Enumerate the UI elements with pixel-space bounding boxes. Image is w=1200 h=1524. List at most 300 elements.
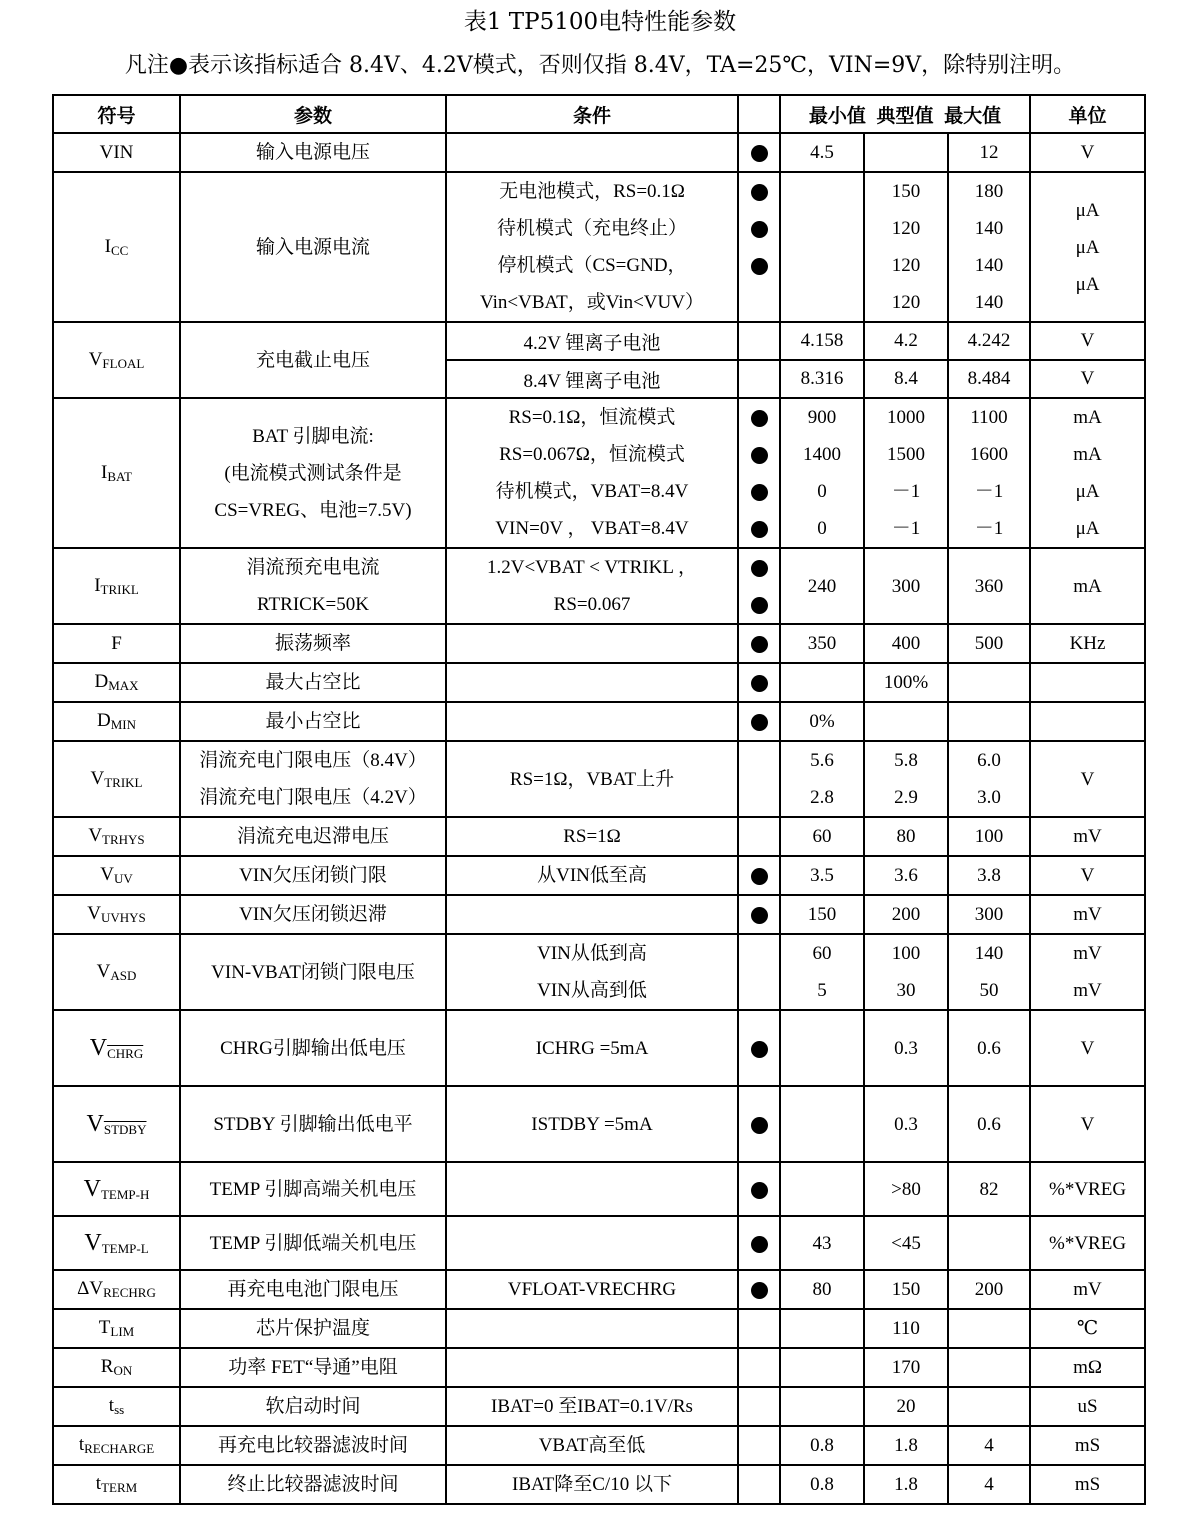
unit-cell-line: V [1080,142,1095,163]
symbol-cell [53,741,180,817]
table-row [53,702,1145,741]
max-cell-line: 4 [984,1474,994,1495]
condition-cell-line: IBAT=0 至IBAT=0.1V/Rs [491,1396,693,1417]
unit-cell [1030,1216,1145,1270]
condition-cell-line: ISTDBY =5mA [531,1113,653,1135]
typ-cell-line: 1000 [887,407,925,428]
min-cell-line: 5 [817,980,827,1001]
condition-cell-line: 待机模式（充电终止） [496,218,687,239]
typ-cell [864,398,948,548]
unit-cell-line: %*VREG [1049,1232,1127,1254]
typ-cell-line: 0.3 [894,1037,918,1059]
table-note: 凡注●表示该指标适合 8.4V、4.2V模式，否则仅指 8.4V，TA=25℃，VIN=9V，除特别注明。 [124,53,1076,78]
min-cell [780,1465,864,1504]
param-cell-line: 最小占空比 [265,711,361,732]
typ-cell-line: >80 [891,1178,921,1200]
max-cell: 8.484 [948,360,1030,398]
param-cell-line: STDBY 引脚输出低电平 [213,1113,413,1135]
table-row [53,172,1145,322]
symbol-subscript: TRIKL [104,774,143,790]
condition-cell [446,172,738,322]
max-cell-line: 140 [974,292,1004,313]
unit-cell [1030,1426,1145,1465]
max-cell [948,1270,1030,1309]
param-cell [180,702,446,741]
table-row [53,1086,1145,1162]
symbol-main: V [87,903,101,924]
param-cell [180,172,446,322]
typ-cell [864,663,948,702]
max-cell [948,1387,1030,1426]
param-cell-line: TEMP 引脚低端关机电压 [209,1232,417,1254]
max-cell [948,1162,1030,1216]
symbol-cell [53,1010,180,1086]
param-cell-line: 振荡频率 [274,633,351,654]
typ-cell-line: 2.9 [894,787,918,808]
typ-cell-line: 120 [891,255,921,276]
bullet-dot [751,521,768,538]
bullet-dot [751,636,768,653]
unit-cell-line: mV [1073,904,1102,925]
dot-cell [738,172,780,322]
typ-cell [864,1270,948,1309]
param-cell-line: 芯片保护温度 [255,1318,370,1339]
dot-cell [738,322,780,360]
condition-cell [446,1270,738,1309]
min-cell [780,1216,864,1270]
header-max: 最大值 [944,104,1002,127]
max-cell [948,817,1030,856]
condition-cell [446,817,738,856]
symbol-main: V [84,1229,102,1256]
typ-cell-line: 1.8 [894,1474,918,1495]
condition-cell-line: VFLOAT-VRECHRG [507,1279,677,1300]
table-row [53,1270,1145,1309]
max-cell: 4.242 [948,322,1030,360]
min-cell [780,172,864,322]
typ-cell [864,741,948,817]
typ-cell-line: 30 [896,980,916,1001]
bullet-dot [751,145,768,162]
condition-cell-line: 1.2V<VBAT < VTRIKL ， [486,557,698,578]
param-cell-line: VIN欠压闭锁门限 [239,865,387,886]
typ-cell [864,624,948,663]
max-cell-line: 1100 [970,407,1008,428]
table-row [53,741,1145,817]
symbol-cell [53,1086,180,1162]
symbol-cell [53,172,180,322]
typ-cell [864,1348,948,1387]
table-row [53,895,1145,934]
min-cell [780,624,864,663]
unit-cell-line: V [1080,1037,1095,1059]
param-cell [180,1162,446,1216]
symbol-cell [53,934,180,1010]
param-cell [180,663,446,702]
condition-cell-line: VBAT高至低 [538,1435,646,1456]
symbol-subscript: MIN [110,717,136,732]
bullet-dot [751,1041,768,1058]
typ-cell-line: 300 [891,575,921,597]
symbol-main: VIN [99,141,134,163]
symbol-subscript: UV [113,871,133,886]
symbol-main: V [88,348,103,370]
symbol-cell [53,856,180,895]
header-dot [738,95,780,133]
symbol-main: V [83,1175,101,1202]
bullet-dot [751,714,768,731]
typ-cell-line: 5.8 [894,750,918,771]
dot-cell [738,702,780,741]
min-cell [780,663,864,702]
condition-cell-line: IBAT降至C/10 以下 [512,1474,672,1495]
typ-cell-line: －1 [891,481,921,502]
unit-cell-line: mA [1073,407,1102,428]
min-cell-line: 150 [807,904,837,925]
typ-cell-line: 20 [896,1396,916,1417]
unit-cell-line: mS [1074,1435,1101,1456]
unit-cell [1030,133,1145,172]
dot-cell [738,1216,780,1270]
param-cell-line: BAT 引脚电流: [252,425,374,447]
dot-cell [738,663,780,702]
symbol-main: t [95,1473,102,1494]
bullet-dot [751,184,768,201]
dot-cell [738,1465,780,1504]
unit-cell [1030,624,1145,663]
param-cell-line: 涓流充电门限电压（4.2V） [199,787,427,808]
max-cell [948,856,1030,895]
min-cell [780,1162,864,1216]
min-cell [780,1309,864,1348]
symbol-subscript: CC [110,242,129,258]
symbol-cell [53,895,180,934]
min-cell-line: 900 [807,407,837,428]
symbol-cell [53,1162,180,1216]
unit-cell [1030,1309,1145,1348]
symbol-main: ΔV [77,1278,104,1299]
max-cell [948,1010,1030,1086]
typ-cell-line: 110 [892,1318,920,1339]
typ-cell-line: 80 [896,826,916,847]
header-row [53,95,1145,133]
unit-cell-line: mA [1073,575,1102,597]
max-cell-line: 0.6 [977,1113,1001,1135]
condition-cell-line: RS=0.067Ω，恒流模式 [499,444,685,465]
symbol-cell [53,398,180,548]
param-cell-line: 功率 FET“导通”电阻 [228,1357,398,1378]
max-cell-line: 180 [974,181,1004,202]
condition-cell-line: 待机模式，VBAT=8.4V [495,481,689,502]
min-cell-line: 0% [809,711,835,732]
bullet-dot [751,258,768,275]
condition-cell [446,548,738,624]
symbol-cell [53,1309,180,1348]
symbol-main: I [94,574,101,596]
min-cell-line: 0 [817,481,827,502]
min-cell [780,133,864,172]
param-cell [180,856,446,895]
min-cell-line: 1400 [803,444,841,465]
typ-cell [864,1426,948,1465]
symbol-cell [53,1270,180,1309]
symbol-main: I [104,235,111,257]
typ-cell [864,934,948,1010]
table-title: 表1 TP5100电特性能参数 [463,9,737,35]
bullet-dot [751,447,768,464]
dot-cell [738,817,780,856]
unit-cell [1030,1387,1145,1426]
symbol-main: V [96,960,111,982]
condition-cell [446,624,738,663]
min-cell-line: 0.8 [810,1474,834,1495]
param-cell [180,1309,446,1348]
param-cell-line: 再充电电池门限电压 [227,1279,399,1300]
param-cell [180,133,446,172]
min-cell [780,1387,864,1426]
condition-cell-line: RS=1Ω [563,826,621,847]
unit-cell [1030,895,1145,934]
symbol-cell [53,1216,180,1270]
unit-cell-line: mV [1073,980,1102,1001]
param-cell [180,624,446,663]
max-cell [948,663,1030,702]
condition-cell [446,895,738,934]
typ-cell-line: 3.6 [894,865,918,886]
symbol-cell [53,624,180,663]
min-cell [780,398,864,548]
bullet-dot [751,1117,768,1134]
min-cell-line: 350 [807,633,837,654]
min-cell [780,1086,864,1162]
typ-cell [864,1010,948,1086]
min-cell-line: 2.8 [810,787,834,808]
param-cell-line: CHRG引脚输出低电压 [220,1037,406,1059]
typ-cell [864,1465,948,1504]
unit-cell-line: uS [1077,1396,1098,1417]
condition-cell [446,1387,738,1426]
unit-cell [1030,1010,1145,1086]
condition-cell [446,1348,738,1387]
symbol-subscript: TRHYS [102,832,145,847]
bullet-dot [751,221,768,238]
bullet-dot [751,484,768,501]
typ-cell-line: 400 [891,633,921,654]
typ-cell-line: 100 [891,943,921,964]
symbol-main: V [90,767,105,789]
condition-cell [446,1086,738,1162]
table-row [53,1348,1145,1387]
dot-cell [738,1086,780,1162]
param-cell-line: VIN-VBAT闭锁门限电压 [211,961,415,983]
param-cell-line: VIN欠压闭锁迟滞 [239,904,387,925]
typ-cell-line: 150 [891,181,921,202]
unit-cell [1030,817,1145,856]
dot-cell [738,360,780,398]
symbol-main: V [100,864,114,885]
max-cell [948,548,1030,624]
unit-cell-line: mA [1073,444,1102,465]
min-cell [780,741,864,817]
condition-cell [446,741,738,817]
condition-cell [446,1309,738,1348]
dot-cell [738,133,780,172]
condition-cell [446,1216,738,1270]
table-row [53,548,1145,624]
typ-cell [864,172,948,322]
table-row [53,856,1145,895]
bullet-dot [751,675,768,692]
symbol-subscript: TEMP-H [100,1186,150,1202]
condition-cell-line: RS=0.067 [553,594,631,615]
max-cell-line: －1 [974,518,1004,539]
dot-cell [738,548,780,624]
param-cell-line: 涓流充电迟滞电压 [236,826,389,847]
condition-cell-line: 从VIN低至高 [537,865,647,886]
symbol-cell [53,663,180,702]
symbol-main: V [86,1110,104,1137]
param-cell [180,1426,446,1465]
max-cell-line: 100 [974,826,1004,847]
typ-cell [864,1309,948,1348]
table-row [53,1309,1145,1348]
param-cell-line: 终止比较器滤波时间 [227,1474,399,1495]
unit-cell [1030,398,1145,548]
unit-cell-line: μA [1075,481,1100,502]
unit-cell-line: V [1080,768,1095,790]
symbol-subscript: BAT [107,468,132,484]
symbol-main: t [108,1395,115,1416]
unit-cell-line: KHz [1069,633,1106,654]
symbol-cell [53,817,180,856]
min-cell-line: 0 [817,518,827,539]
max-cell [948,1086,1030,1162]
condition-cell: 8.4V 锂离子电池 [446,360,738,398]
param-cell [180,1086,446,1162]
header-typ: 典型值 [876,104,934,127]
typ-cell [864,856,948,895]
param-cell-line: TEMP 引脚高端关机电压 [209,1178,417,1200]
bullet-dot [751,1182,768,1199]
param-cell [180,1216,446,1270]
header-min: 最小值 [808,104,866,127]
max-cell [948,172,1030,322]
param-cell-line: CS=VREG、电池=7.5V) [214,499,412,521]
dot-cell [738,1387,780,1426]
param-cell [180,934,446,1010]
typ-cell-line: 100% [883,672,929,693]
table-row [53,1216,1145,1270]
max-cell [948,1465,1030,1504]
param-cell-line: 输入电源电流 [255,236,370,258]
symbol-cell [53,1348,180,1387]
param-cell [180,1270,446,1309]
symbol-cell [53,1426,180,1465]
min-cell: 8.316 [780,360,864,398]
condition-cell [446,663,738,702]
symbol-subscript: ss [114,1402,125,1417]
param-cell [180,1010,446,1086]
bullet-dot [751,560,768,577]
typ-cell-line: 150 [891,1279,921,1300]
typ-cell [864,1086,948,1162]
header-symbol: 符号 [53,95,180,133]
unit-cell [1030,548,1145,624]
max-cell [948,133,1030,172]
unit-cell [1030,172,1145,322]
min-cell [780,934,864,1010]
max-cell [948,702,1030,741]
header-values [780,95,1030,133]
typ-cell [864,1387,948,1426]
symbol-subscript: TRIKL [100,581,139,597]
param-cell-line: 涓流充电门限电压（8.4V） [199,750,427,771]
param-cell [180,1348,446,1387]
param-cell-line: RTRICK=50K [257,594,369,615]
bullet-dot [751,1282,768,1299]
symbol-main: D [96,710,111,731]
table-row [53,133,1145,172]
dot-cell [738,1270,780,1309]
typ-cell-line: 200 [891,904,921,925]
typ-cell [864,895,948,934]
condition-cell-line: VIN从高到低 [537,980,647,1001]
param-cell-line: 充电截止电压 [255,349,370,371]
symbol-main: T [98,1317,111,1338]
param-cell-line: 最大占空比 [265,672,361,693]
max-cell-line: 1600 [970,444,1009,465]
min-cell-line: 80 [812,1279,832,1300]
symbol-main: R [100,1356,114,1377]
min-cell-line: 43 [812,1232,832,1254]
condition-cell-line: 无电池模式，RS=0.1Ω [499,181,685,202]
symbol-cell [53,1465,180,1504]
condition-cell [446,1010,738,1086]
unit-cell [1030,1348,1145,1387]
symbol-main: t [78,1434,85,1455]
typ-cell: 8.4 [864,360,948,398]
symbol-subscript: TEMP-L [101,1240,149,1256]
min-cell [780,1426,864,1465]
max-cell-line: －1 [974,481,1004,502]
unit-cell [1030,1162,1145,1216]
unit-cell-line: μA [1075,518,1100,539]
unit-cell [1030,934,1145,1010]
symbol-main: V [89,1034,108,1061]
dot-cell [738,741,780,817]
max-cell-line: 82 [979,1178,999,1200]
unit-cell [1030,856,1145,895]
symbol-main: F [111,632,122,654]
unit-cell-line: mV [1073,943,1102,964]
dot-cell [738,1309,780,1348]
typ-cell [864,817,948,856]
table-row [53,322,1145,360]
typ-cell-line: 1.8 [894,1435,918,1456]
condition-cell-line: Vin<VBAT，或Vin<VUV） [480,292,704,313]
symbol-subscript: ASD [110,967,137,983]
header-condition: 条件 [446,95,738,133]
typ-cell [864,1162,948,1216]
condition-cell [446,133,738,172]
unit-cell [1030,1086,1145,1162]
condition-cell [446,856,738,895]
unit-cell-line: V [1080,1113,1095,1135]
max-cell-line: 200 [974,1279,1004,1300]
unit-cell [1030,741,1145,817]
max-cell-line: 4 [984,1435,994,1456]
table-row [53,1010,1145,1086]
